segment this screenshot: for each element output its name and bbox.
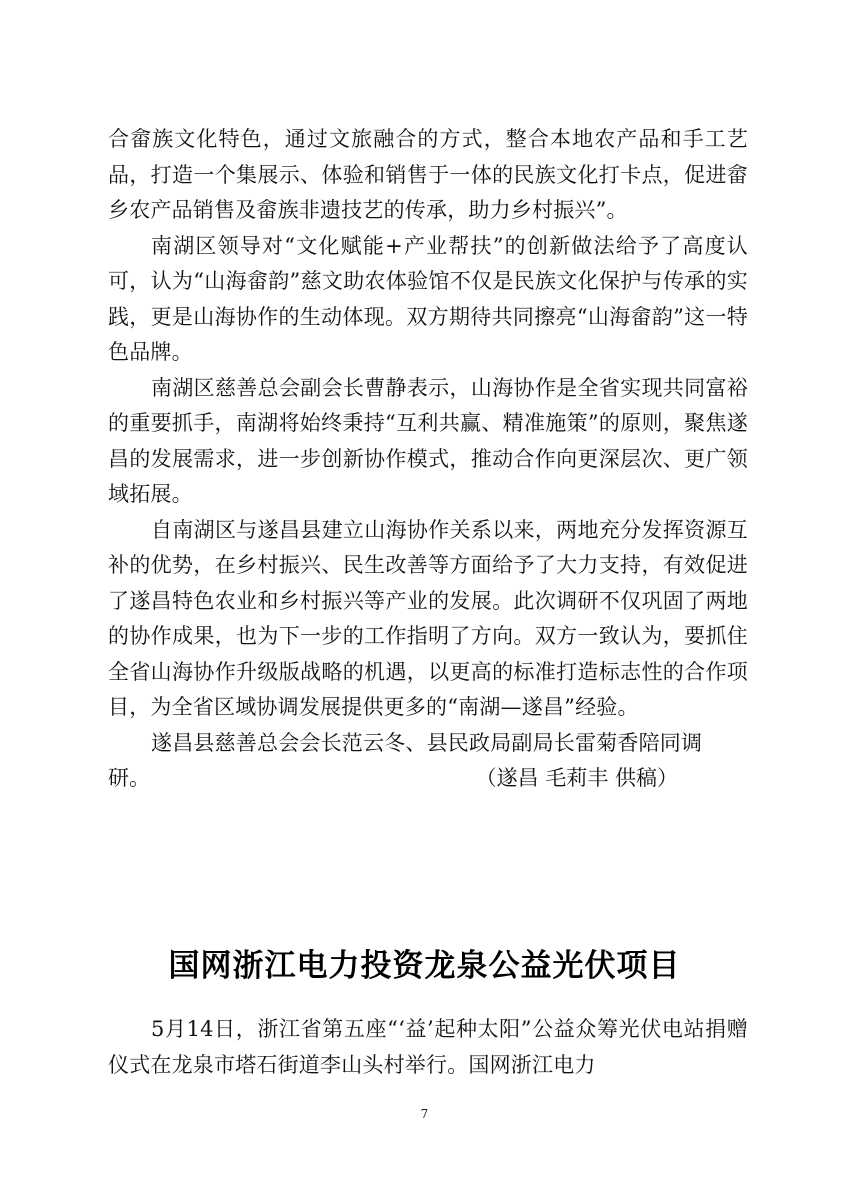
article-body-previous	[108, 122, 748, 797]
article-paragraph-1: 5月14日，浙江省第五座“‘益’起种太阳”公益众筹光伏电站捐赠仪式在龙泉市塔石街道李山头村举行。国网浙江电力	[108, 1017, 748, 1077]
article-body-new	[108, 1012, 748, 1083]
paragraph-5: 遂昌县慈善总会会长范云冬、县民政局副局长雷菊香陪同调	[151, 730, 703, 755]
author-credit: （遂昌 毛莉丰 供稿）	[475, 766, 678, 790]
page-number: 7	[420, 1107, 429, 1121]
paragraph-3: 南湖区慈善总会副会长曹静表示，山海协作是全省实现共同富裕的重要抓手，南湖将始终秉持“互利共赢、精准施策”的原则，聚焦遂昌的发展需求，进一步创新协作模式，推动合作向更深层次、更广领域拓展。	[108, 375, 748, 506]
paragraph-4: 自南湖区与遂昌县建立山海协作关系以来，两地充分发挥资源互补的优势，在乡村振兴、民生改善等方面给予了大力支持，有效促进了遂昌特色农业和乡村振兴等产业的发展。此次调研不仅巩固了两地的协作成果，也为下一步的工作指明了方向。双方一致认为，要抓住全省山海协作升级版战略的机遇，以更高的标准打造标志性的合作项目，为全省区域协调发展提供更多的“南湖—遂昌”经验。	[108, 517, 748, 719]
article-title: 国网浙江电力投资龙泉公益光伏项目	[168, 948, 681, 984]
paragraph-2: 南湖区领导对“文化赋能+产业帮扶”的创新做法给予了高度认可，认为“山海畲韵”慈文助农体验馆不仅是民族文化保护与传承的实践，更是山海协作的生动体现。双方期待共同擦亮“山海畲韵”这一特色品牌。	[108, 233, 748, 364]
credit-line	[108, 761, 748, 797]
closing-text: 研。	[108, 766, 150, 790]
paragraph-1: 合畲族文化特色，通过文旅融合的方式，整合本地农产品和手工艺品，打造一个集展示、体验和销售于一体的民族文化打卡点，促进畲乡农产品销售及畲族非遗技艺的传承，助力乡村振兴”。	[108, 127, 748, 222]
